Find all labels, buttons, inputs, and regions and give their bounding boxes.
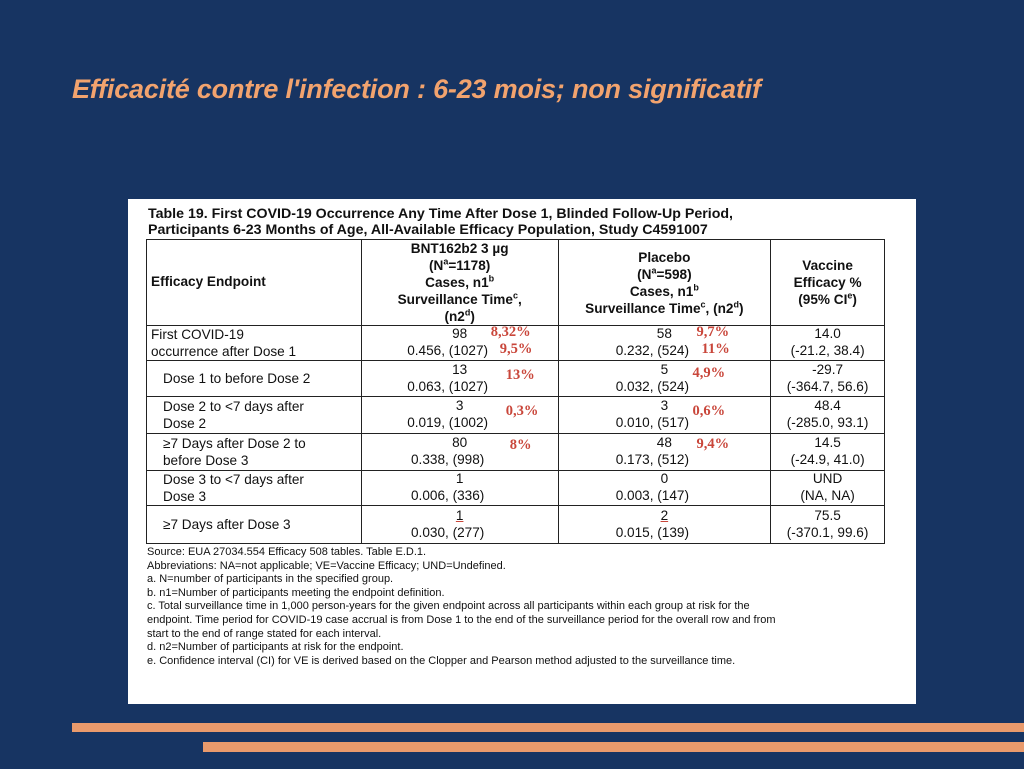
row-label: Dose 2 to <7 days after Dose 2 bbox=[147, 397, 362, 434]
header-bnt-l3: Cases, n1$^b$ bbox=[425, 273, 495, 290]
ve-cell: 75.5 (-370.1, 99.6) bbox=[771, 506, 885, 544]
placebo-cases: 48 bbox=[656, 435, 672, 451]
bnt-cell bbox=[361, 506, 558, 544]
table-row bbox=[147, 471, 885, 506]
bnt-cases: 1 bbox=[455, 471, 464, 487]
table-footnotes bbox=[147, 546, 898, 668]
placebo-cell bbox=[558, 434, 771, 471]
table-image bbox=[128, 199, 916, 704]
header-bnt-l5: (n2$^d$) bbox=[444, 307, 475, 324]
placebo-time: 0.003, (147) bbox=[615, 488, 689, 503]
placebo-cases: 3 bbox=[660, 398, 669, 414]
bnt-cell bbox=[361, 397, 558, 434]
bnt-time: 0.006, (336) bbox=[411, 488, 485, 503]
annotation-note: 8,32% bbox=[490, 324, 531, 340]
bnt-cases: 80 bbox=[452, 435, 468, 451]
bnt-cases: 13 bbox=[452, 361, 468, 377]
annotation-note: 9,5% bbox=[499, 341, 533, 357]
row-label: First COVID-19 occurrence after Dose 1 bbox=[147, 326, 362, 361]
footnote: Abbreviations: NA=not applicable; VE=Vaccine Efficacy; UND=Undefined. bbox=[147, 559, 506, 572]
footnote: a. N=number of participants in the specified group. bbox=[147, 573, 394, 586]
footnote: endpoint. Time period for COVID-19 case accrual is from Dose 1 to the end of the surveillance period for the overall row and from bbox=[147, 613, 776, 626]
table-row bbox=[147, 506, 885, 544]
header-placebo-l2: $(N^a=598)$ bbox=[637, 264, 692, 282]
table-caption bbox=[148, 206, 898, 238]
placebo-cell bbox=[558, 471, 771, 506]
header-placebo bbox=[558, 240, 771, 326]
ve-cell: 14.0 (-21.2, 38.4) bbox=[771, 326, 885, 361]
ve-cell: 14.5 (-24.9, 41.0) bbox=[771, 434, 885, 471]
header-row bbox=[147, 240, 885, 326]
bnt-time: 0.063, (1027) bbox=[407, 378, 489, 394]
row-label: ≥7 Days after Dose 3 bbox=[147, 506, 362, 544]
ve-cell: -29.7 (-364.7, 56.6) bbox=[771, 361, 885, 397]
annotation-note: 0,3% bbox=[505, 403, 539, 419]
accent-bar-bottom bbox=[203, 742, 1024, 752]
annotation-note: 4,9% bbox=[692, 365, 726, 381]
efficacy-table bbox=[146, 239, 885, 544]
table-row bbox=[147, 326, 885, 361]
placebo-cell bbox=[558, 326, 771, 361]
placebo-cases: 2 bbox=[660, 507, 669, 523]
ve-cell: UND (NA, NA) bbox=[771, 471, 885, 506]
header-ve-l2: Efficacy % bbox=[793, 275, 862, 290]
placebo-time: 0.173, (512) bbox=[615, 452, 689, 467]
row-label: Dose 1 to before Dose 2 bbox=[147, 361, 362, 397]
placebo-time: 0.015, (139) bbox=[615, 524, 689, 540]
accent-bar-top bbox=[72, 723, 1024, 732]
footnote: d. n2=Number of participants at risk for the endpoint. bbox=[147, 641, 404, 654]
placebo-cases: 0 bbox=[660, 471, 669, 487]
annotation-note: 13% bbox=[505, 367, 535, 383]
caption-line-2: Participants 6-23 Months of Age, All-Available Efficacy Population, Study C4591007 bbox=[148, 222, 708, 238]
annotation-note: 0,6% bbox=[692, 403, 726, 419]
bnt-time: 0.019, (1002) bbox=[407, 415, 489, 430]
header-placebo-l1: Placebo bbox=[638, 249, 691, 265]
placebo-time: 0.232, (524) bbox=[615, 343, 689, 358]
header-placebo-l4: Surveillance Time$^c$, (n2$^d$) bbox=[585, 298, 744, 316]
header-bnt-l1: BNT162b2 3 µg bbox=[410, 241, 509, 256]
footnote: c. Total surveillance time in 1,000 person-years for the given endpoint across all participants within each group at risk for the bbox=[147, 600, 750, 613]
header-bnt-l4: Surveillance Time$^c$, bbox=[397, 290, 522, 307]
annotation-note: 8% bbox=[509, 437, 532, 453]
header-endpoint: Efficacy Endpoint bbox=[147, 240, 362, 326]
header-ve bbox=[771, 240, 885, 326]
footnote: Source: EUA 27034.554 Efficacy 508 tables. Table E.D.1. bbox=[147, 546, 427, 558]
footnote: e. Confidence interval (CI) for VE is derived based on the Clopper and Pearson method adjusted to the surveillance time. bbox=[147, 654, 736, 667]
bnt-cell bbox=[361, 471, 558, 506]
slide-title: Efficacité contre l'infection : 6-23 mois; non significatif bbox=[72, 74, 761, 104]
annotation-note: 11% bbox=[701, 341, 730, 357]
caption-line-1: Table 19. First COVID-19 Occurrence Any Time After Dose 1, Blinded Follow-Up Period, bbox=[148, 206, 733, 222]
annotation-note: 9,7% bbox=[696, 324, 730, 340]
footnote: start to the end of range stated for each interval. bbox=[147, 627, 382, 640]
annotation-note: 9,4% bbox=[696, 436, 730, 452]
placebo-cases: 58 bbox=[656, 326, 672, 342]
bnt-cases: 1 bbox=[455, 507, 464, 523]
placebo-time: 0.032, (524) bbox=[615, 378, 689, 394]
header-bnt-l2: $(N^a=1178)$ bbox=[428, 256, 491, 273]
placebo-cell bbox=[558, 397, 771, 434]
bnt-cell bbox=[361, 361, 558, 397]
bnt-cell bbox=[361, 434, 558, 471]
footnote: b. n1=Number of participants meeting the endpoint definition. bbox=[147, 586, 445, 599]
bnt-cases: 3 bbox=[455, 398, 464, 414]
placebo-cell bbox=[558, 361, 771, 397]
bnt-time: 0.456, (1027) bbox=[407, 343, 489, 358]
table-row bbox=[147, 397, 885, 434]
bnt-time: 0.030, (277) bbox=[411, 524, 485, 540]
header-ve-l3: (95% CIe) bbox=[798, 290, 857, 307]
table-row bbox=[147, 434, 885, 471]
bnt-time: 0.338, (998) bbox=[411, 452, 485, 467]
row-label: Dose 3 to <7 days after Dose 3 bbox=[147, 471, 362, 506]
bnt-cell bbox=[361, 326, 558, 361]
header-bnt bbox=[361, 240, 558, 326]
placebo-cell bbox=[558, 506, 771, 544]
placebo-time: 0.010, (517) bbox=[615, 415, 689, 430]
row-label: ≥7 Days after Dose 2 to before Dose 3 bbox=[147, 434, 362, 471]
table-row bbox=[147, 361, 885, 397]
header-placebo-l3: Cases, n1$^b$ bbox=[629, 281, 699, 299]
bnt-cases: 98 bbox=[452, 326, 468, 342]
placebo-cases: 5 bbox=[660, 361, 669, 377]
header-ve-l1: Vaccine bbox=[802, 258, 853, 273]
ve-cell: 48.4 (-285.0, 93.1) bbox=[771, 397, 885, 434]
